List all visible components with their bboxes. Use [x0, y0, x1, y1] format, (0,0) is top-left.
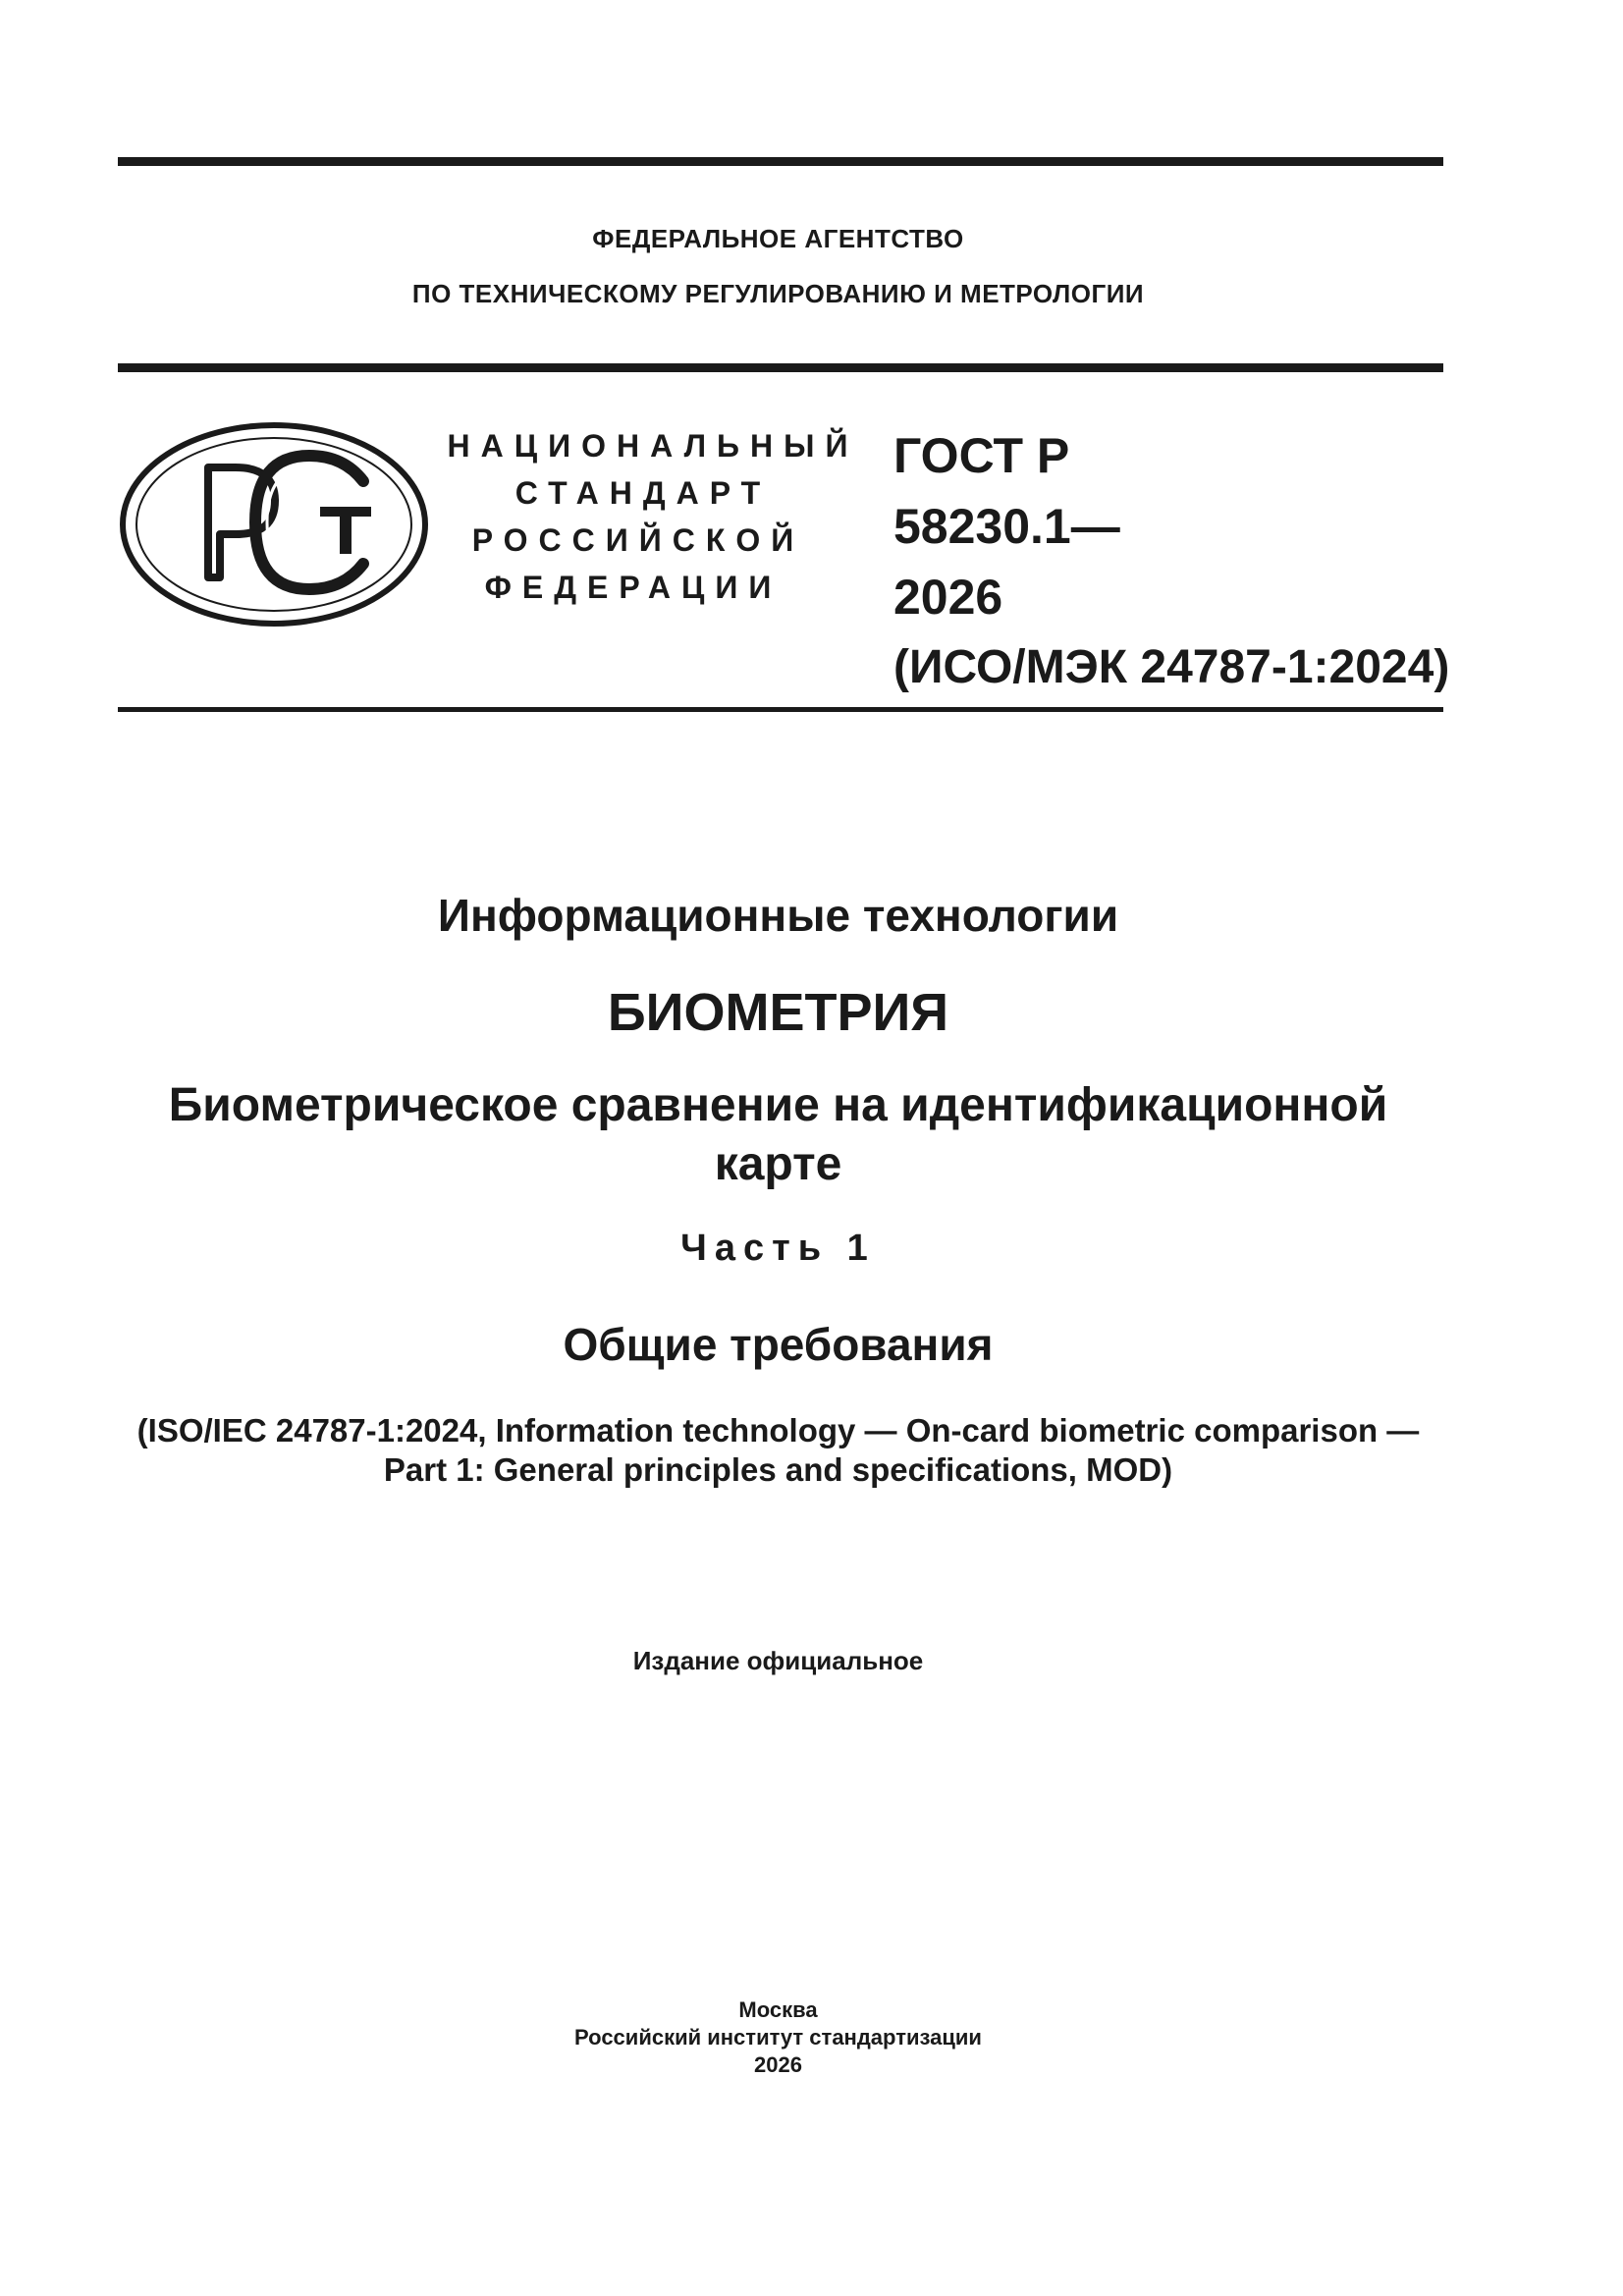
title-field: Информационные технологии [437, 890, 1119, 941]
title-subject-line-1: Биометрическое сравнение на идентификационной [168, 1079, 1388, 1131]
original-title-line-1: (ISO/IEC 24787-1:2024, Information technology — On-card biometric comparison — [136, 1412, 1420, 1449]
standard-type-line-1: НАЦИОНАЛЬНЫЙ [447, 428, 859, 464]
imprint-publisher: Российский институт стандартизации [574, 2025, 982, 2050]
designation-line-3: 2026 [893, 570, 1003, 625]
part-number: Часть 1 [680, 1228, 876, 1269]
agency-line-1: ФЕДЕРАЛЬНОЕ АГЕНТСТВО [592, 224, 964, 253]
top-rule [118, 157, 1443, 166]
header-bottom-rule [118, 363, 1443, 372]
designation-line-1: ГОСТ Р [893, 428, 1070, 483]
agency-line-2: ПО ТЕХНИЧЕСКОМУ РЕГУЛИРОВАНИЮ И МЕТРОЛОГИИ [411, 279, 1145, 308]
title-subject-line-2: карте [714, 1138, 842, 1190]
designation-bottom-rule [118, 707, 1443, 712]
edition-label: Издание официальное [632, 1646, 924, 1675]
title-topic: БИОМЕТРИЯ [607, 983, 949, 1042]
standard-type-line-3: РОССИЙСКОЙ [471, 522, 805, 558]
standard-type-label [432, 422, 874, 611]
standard-designation [893, 420, 1449, 703]
part-title: Общие требования [563, 1319, 994, 1370]
designation-line-2: 58230.1— [893, 499, 1120, 554]
rst-certification-mark-icon [118, 420, 430, 629]
standard-type-line-4: ФЕДЕРАЦИИ [484, 570, 783, 605]
standard-type-line-2: СТАНДАРТ [514, 475, 772, 511]
original-title-line-2: Part 1: General principles and specifications, MOD) [383, 1451, 1173, 1488]
imprint-year: 2026 [754, 2052, 802, 2077]
imprint-city: Москва [738, 1997, 818, 2022]
designation-line-4: (ИСО/МЭК 24787-1:2024) [893, 641, 1450, 693]
